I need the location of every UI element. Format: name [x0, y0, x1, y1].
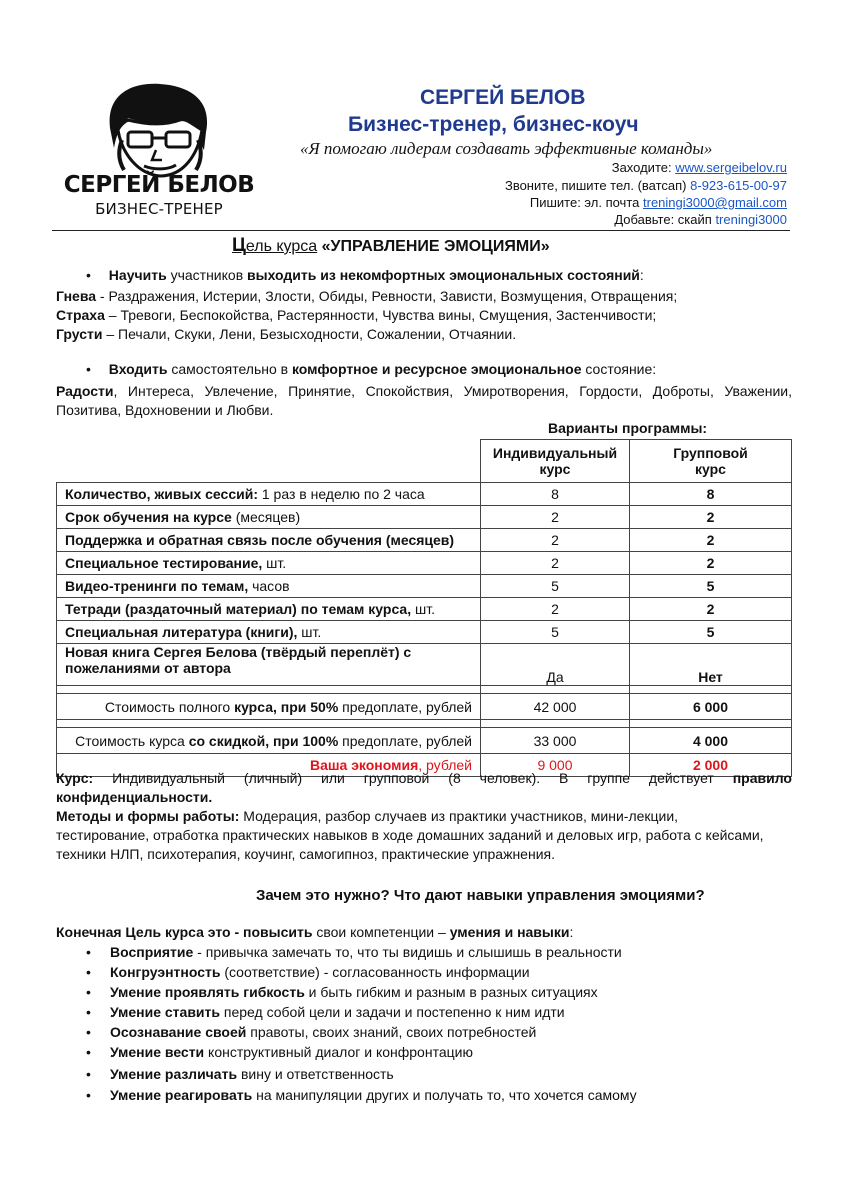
col-group-header — [630, 440, 792, 483]
table-row-price-full — [57, 694, 792, 720]
row-label-text: 1 раз в неделю по 2 часа — [257, 486, 425, 502]
book-line: Новая книга Сергея Белова (твёрдый переплёт) с — [65, 644, 412, 660]
skill-item — [86, 1024, 536, 1040]
row-group-value: 5 — [630, 575, 792, 598]
joy-line-2: Позитива, Вдохновении и Любви. — [56, 402, 274, 418]
methods-line-1 — [56, 808, 678, 824]
bullet-icon: • — [86, 944, 91, 960]
joy-line-1 — [56, 383, 792, 399]
row-label-bold: Специальное тестирование, — [65, 555, 263, 571]
goal2-bold1: Входить — [108, 361, 168, 377]
why-intro-text2: : — [569, 924, 574, 940]
program-table — [56, 439, 792, 777]
table-spacer-row — [57, 720, 792, 728]
why-heading: Зачем это нужно? Что дают навыки управления эмоциями? — [256, 887, 705, 904]
course-title-prefix: ель курса — [245, 238, 318, 255]
course-format-text: Индивидуальный (личный) или групповой (8 человек). В группе действует — [112, 770, 714, 786]
goal2-text2: состояние: — [581, 361, 657, 377]
row-label-text: шт. — [297, 624, 322, 640]
skill-item — [86, 1004, 565, 1020]
why-intro-bold1: Конечная Цель курса это - повысить — [56, 924, 313, 940]
state-sadness — [56, 326, 516, 342]
row-individual-value: 5 — [481, 621, 630, 644]
skill-bold: Умение вести — [110, 1044, 205, 1060]
table-row — [57, 552, 792, 575]
course-format-label: Курс: — [56, 770, 94, 786]
goal1-bold2: выходить из некомфортных эмоциональных состояний — [247, 267, 640, 283]
goal2-bold2: комфортное и ресурсное эмоциональное — [291, 361, 582, 377]
contact-website — [612, 160, 787, 175]
row-individual-value: 2 — [481, 529, 630, 552]
logo-name: СЕРГЕЙ БЕЛОВ — [63, 172, 255, 198]
row-label-text: шт. — [411, 601, 435, 617]
skill-bold: Умение проявлять гибкость — [110, 984, 305, 1000]
savings-group: 2 000 — [630, 754, 792, 777]
skype-link[interactable]: treningi3000 — [715, 212, 787, 227]
contact-label: Заходите: — [611, 160, 672, 175]
col-header-line: курс — [539, 461, 571, 477]
table-row-price-discount — [57, 728, 792, 754]
course-format-bold-end: правило — [732, 770, 792, 786]
row-group-value: 5 — [630, 621, 792, 644]
joy-name: Радости — [56, 383, 114, 399]
skill-bold: Умение различать — [110, 1066, 238, 1082]
price-group: 4 000 — [630, 728, 792, 754]
skill-text: конструктивный диалог и конфронтацию — [204, 1044, 473, 1060]
goal2-line — [86, 361, 656, 377]
skill-bold: Восприятие — [110, 944, 194, 960]
row-label-bold: Поддержка и обратная связь после обучения (месяцев) — [65, 532, 455, 548]
goal2-text1: самостоятельно в — [167, 361, 292, 377]
row-individual-value: 2 — [481, 552, 630, 575]
row-label-text: (месяцев) — [231, 509, 301, 525]
row-group-value: 8 — [630, 483, 792, 506]
price-individual: 42 000 — [481, 694, 630, 720]
book-line: пожеланиями от автора — [65, 660, 231, 676]
phone-link[interactable]: 8-923-615-00-97 — [690, 178, 787, 193]
why-intro — [56, 924, 573, 940]
price-text: Стоимость полного — [104, 698, 235, 715]
bullet-icon: • — [86, 361, 91, 377]
price-text: предоплате, рублей — [338, 732, 472, 749]
skill-text: и быть гибким и разным в разных ситуациях — [304, 984, 598, 1000]
skill-item — [86, 964, 530, 980]
goal1-text1: участников — [166, 267, 248, 283]
row-group-value: 2 — [630, 529, 792, 552]
state-text: – Печали, Скуки, Лени, Безысходности, Сожалении, Отчаянии. — [102, 326, 517, 342]
row-label-text: часов — [248, 578, 290, 594]
col-header-line: Групповой — [673, 445, 748, 461]
bullet-icon: • — [86, 984, 91, 1000]
course-title-prefix-big: Ц — [232, 235, 246, 256]
savings-individual: 9 000 — [481, 754, 630, 777]
table-spacer-row — [57, 686, 792, 694]
contact-email — [530, 195, 787, 210]
row-label-bold: Видео-тренинги по темам, — [65, 578, 249, 594]
skill-bold: Конгруэнтность — [110, 964, 221, 980]
row-label-bold: Количество, живых сессий: — [65, 486, 258, 502]
row-group-value: 2 — [630, 552, 792, 575]
bullet-icon: • — [86, 1066, 91, 1082]
price-individual: 33 000 — [481, 728, 630, 754]
why-intro-text1: свои компетенции – — [312, 924, 450, 940]
skill-text: - привычка замечать то, что ты видишь и слышишь в реальности — [193, 944, 622, 960]
state-name: Страха — [56, 307, 105, 323]
row-label-bold: Специальная литература (книги), — [65, 624, 298, 640]
bullet-icon: • — [86, 1087, 91, 1103]
col-individual-header — [481, 440, 630, 483]
skill-text: (соответствие) - согласованность информации — [220, 964, 530, 980]
savings-bold: Ваша экономия — [309, 757, 419, 773]
methods-line-3: техники НЛП, психотерапия, коучинг, самогипноз, практические упражнения. — [56, 846, 555, 862]
savings-text: , рублей — [418, 757, 472, 773]
goal1-text2: : — [639, 267, 644, 283]
email-link[interactable]: treningi3000@gmail.com — [643, 195, 787, 210]
bullet-icon: • — [86, 1024, 91, 1040]
table-row — [57, 529, 792, 552]
price-text: Стоимость курса — [75, 732, 189, 749]
price-bold: курса, при 50% — [234, 698, 339, 715]
goal1-bold1: Научить — [108, 267, 167, 283]
row-individual-value: Да — [481, 644, 630, 686]
course-format-line-1 — [56, 770, 792, 786]
course-title-name: «УПРАВЛЕНИЕ ЭМОЦИЯМИ» — [321, 238, 550, 255]
row-individual-value: 8 — [481, 483, 630, 506]
skill-text: на манипуляции других и получать то, что хочется самому — [252, 1087, 637, 1103]
variants-label: Варианты программы: — [548, 420, 708, 436]
row-label-bold: Тетради (раздаточный материал) по темам курса, — [65, 601, 412, 617]
row-individual-value: 5 — [481, 575, 630, 598]
table-row — [57, 506, 792, 529]
bullet-icon: • — [86, 964, 91, 980]
skill-item — [86, 984, 598, 1000]
contact-label: Звоните, пишите тел. (ватсап) — [504, 178, 687, 193]
goal1-line — [86, 267, 644, 283]
table-row — [57, 598, 792, 621]
skill-bold: Умение реагировать — [110, 1087, 253, 1103]
course-format-line-2: конфиденциальности. — [56, 789, 213, 805]
col-header-line: курс — [695, 461, 726, 477]
row-group-value: 2 — [630, 598, 792, 621]
contact-skype — [614, 212, 787, 227]
contact-label: Добавьте: скайп — [614, 212, 712, 227]
table-row — [57, 621, 792, 644]
methods-label: Методы и формы работы: — [56, 808, 240, 824]
methods-line-2: тестирование, отработка практических навыков в ходе домашних заданий и деловых игр, работа с кейсами, — [56, 827, 764, 843]
portrait-icon — [88, 80, 230, 180]
state-text: - Раздражения, Истерии, Злости, Обиды, Ревности, Зависти, Возмущения, Отвращения; — [96, 288, 678, 304]
skill-bold: Умение ставить — [110, 1004, 220, 1020]
row-individual-value: 2 — [481, 598, 630, 621]
bullet-icon: • — [86, 267, 91, 283]
trainer-name: СЕРГЕЙ БЕЛОВ — [420, 86, 586, 109]
state-text: – Тревоги, Беспокойства, Растерянности, Чувства вины, Смущения, Застенчивости; — [104, 307, 657, 323]
state-fear — [56, 307, 656, 323]
skill-item — [86, 1087, 637, 1103]
logo-subtitle: БИЗНЕС-ТРЕНЕР — [95, 200, 223, 218]
course-title — [232, 235, 550, 257]
slogan: «Я помогаю лидерам создавать эффективные команды» — [300, 139, 713, 158]
skill-item — [86, 1066, 394, 1082]
bullet-icon: • — [86, 1004, 91, 1020]
skill-text: вину и ответственность — [237, 1066, 394, 1082]
table-corner — [57, 440, 481, 483]
row-individual-value: 2 — [481, 506, 630, 529]
state-name: Грусти — [56, 326, 103, 342]
header-divider — [52, 230, 790, 231]
skill-bold: Осознавание своей — [110, 1024, 247, 1040]
price-group: 6 000 — [630, 694, 792, 720]
state-name: Гнева — [56, 288, 97, 304]
skill-text: перед собой цели и задачи и постепенно к ним идти — [220, 1004, 565, 1020]
skill-text: правоты, своих знаний, своих потребностей — [246, 1024, 537, 1040]
contact-label: Пишите: эл. почта — [529, 195, 640, 210]
table-row-book — [57, 644, 792, 686]
state-anger — [56, 288, 677, 304]
why-intro-bold2: умения и навыки — [449, 924, 570, 940]
trainer-role: Бизнес-тренер, бизнес-коуч — [348, 113, 639, 136]
row-group-value: Нет — [630, 644, 792, 686]
col-header-line: Индивидуальный — [492, 445, 618, 461]
price-text: предоплате, рублей — [338, 698, 472, 715]
table-row — [57, 575, 792, 598]
bullet-icon: • — [86, 1044, 91, 1060]
website-link[interactable]: www.sergeibelov.ru — [675, 160, 787, 175]
table-row — [57, 483, 792, 506]
row-group-value: 2 — [630, 506, 792, 529]
row-label-bold: Срок обучения на курсе — [65, 509, 232, 525]
skill-item — [86, 1044, 473, 1060]
skill-item — [86, 944, 622, 960]
row-label-text: шт. — [262, 555, 287, 571]
methods-text: Модерация, разбор случаев из практики участников, мини-лекции, — [239, 808, 679, 824]
joy-text: , Интереса, Увлечение, Принятие, Спокойствия, Умиротворения, Гордости, Доброты, Уважении, — [113, 383, 792, 399]
contact-phone — [505, 178, 787, 193]
price-bold: со скидкой, при 100% — [188, 732, 339, 749]
